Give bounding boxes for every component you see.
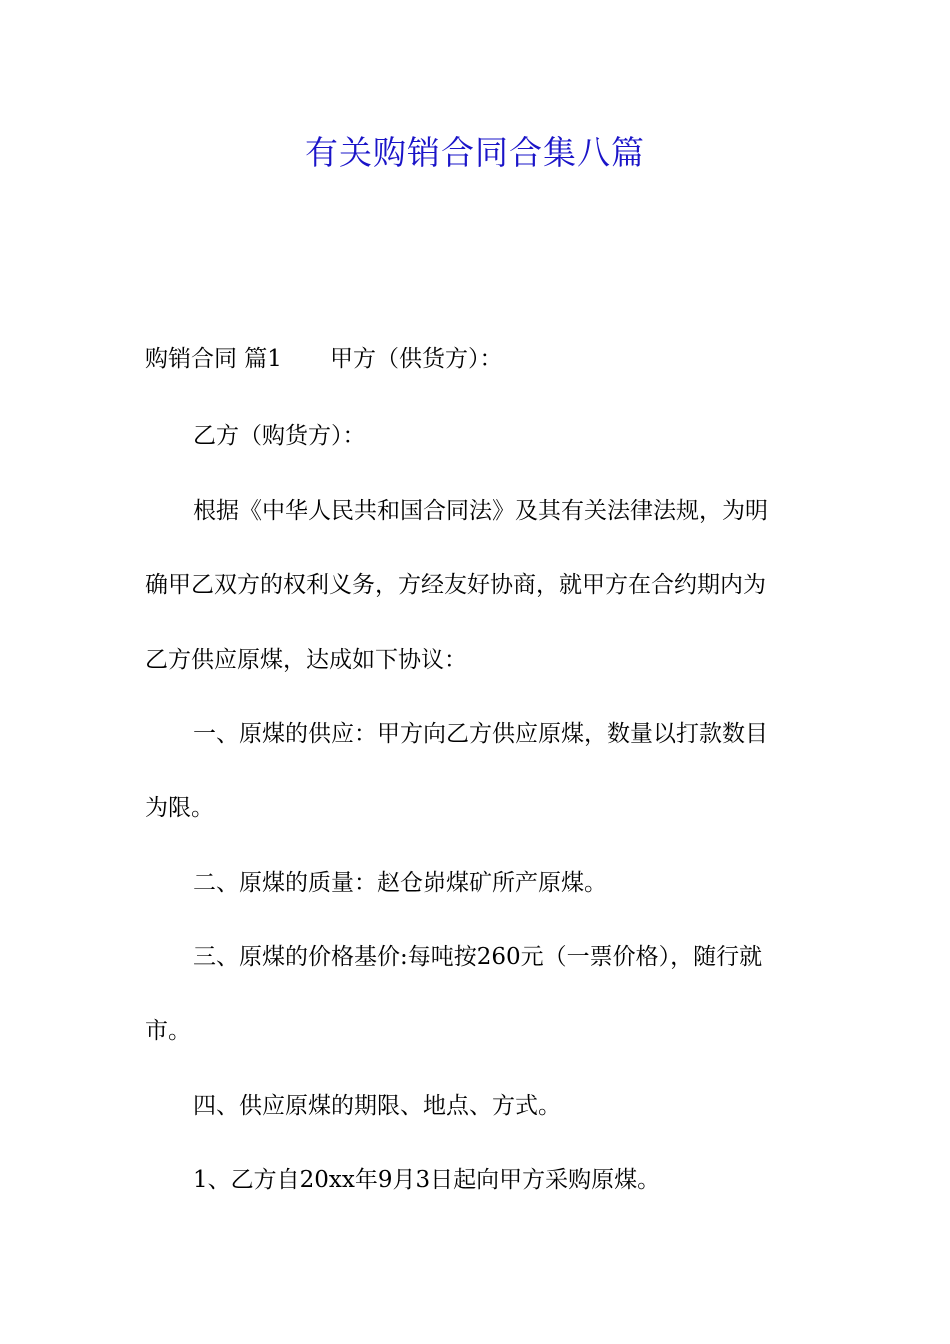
party-b-label: 乙方（购货方）： [193,423,366,449]
paragraph-line: 1、乙方自20xx年9月3日起向甲方采购原煤。 [193,1167,661,1193]
document-title: 有关购销合同合集八篇 [305,133,645,172]
paragraph-line: 为限。 [145,795,214,821]
paragraph-line: 三、原煤的价格基价:每吨按260元（一票价格），随行就 [193,944,763,970]
paragraph-line: 市。 [145,1018,191,1044]
paragraph-line: 一、原煤的供应：甲方向乙方供应原煤，数量以打款数目 [193,721,768,747]
party-a-label: 甲方（供货方）： [329,346,503,372]
paragraph-line: 根据《中华人民共和国合同法》及其有关法律法规，为明 [193,498,768,524]
paragraph-line: 确甲乙双方的权利义务，方经友好协商，就甲方在合约期内为 [145,572,766,598]
contract-section-label: 购销合同 篇1 [145,346,282,372]
contract-heading-line [145,341,815,377]
paragraph-line: 乙方供应原煤，达成如下协议： [145,647,467,673]
paragraph-line: 四、供应原煤的期限、地点、方式。 [193,1093,561,1119]
paragraph-line: 二、原煤的质量：赵仓峁煤矿所产原煤。 [193,870,607,896]
